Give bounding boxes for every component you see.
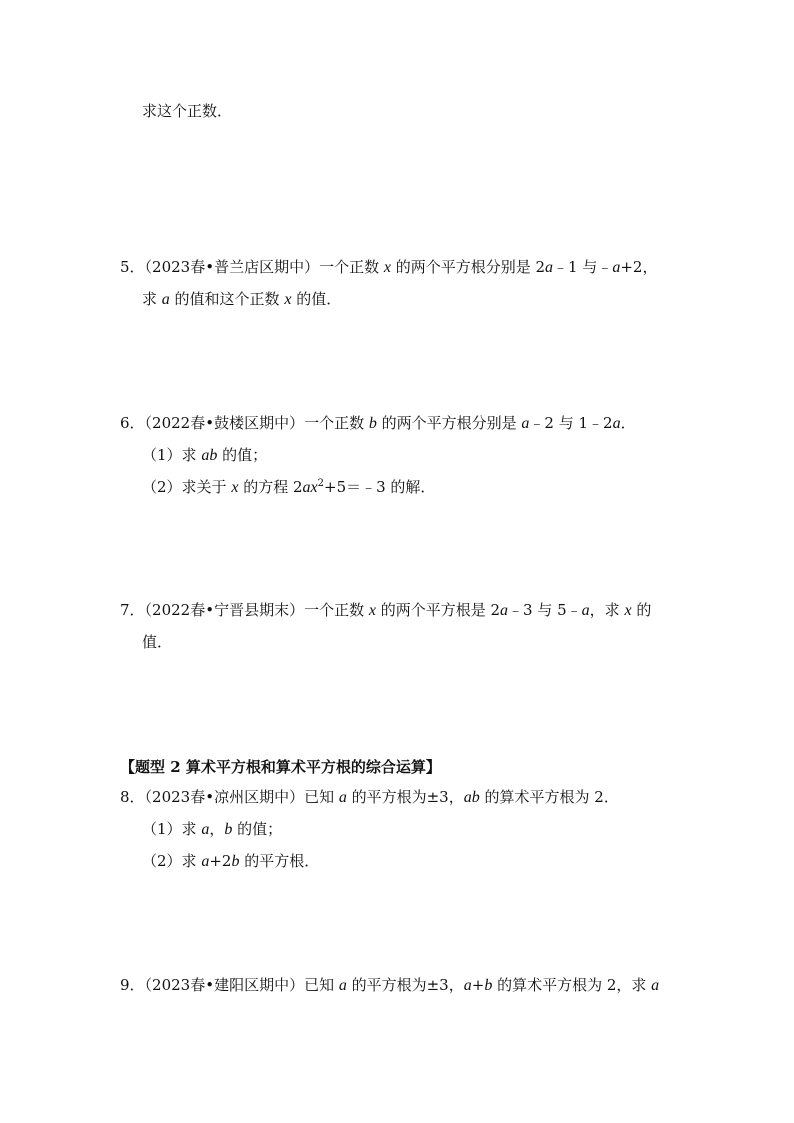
question-6-subquestion-2 <box>142 477 435 498</box>
q6-var: a <box>612 415 621 432</box>
q9-var: a <box>651 977 660 994</box>
question-7-line-1 <box>120 600 651 621</box>
question-5-line-1 <box>120 257 657 278</box>
q8-sub1-text: （1）求 <box>142 820 202 838</box>
q5-text: 5．（2023春•普兰店区期中）一个正数 <box>120 258 384 276</box>
q6-var: a <box>521 415 530 432</box>
q4-continuation-line <box>142 101 232 121</box>
section-heading-type-2 <box>120 757 441 777</box>
section-title: 【题型 2 算术平方根和算术平方根的综合运算】 <box>120 758 441 776</box>
question-8-subquestion-1 <box>142 819 282 840</box>
q5-var: a <box>612 259 621 276</box>
q8-sub1-var: b <box>224 821 233 838</box>
q6-sub2-exponent: 2 <box>317 478 324 489</box>
q9-var: a <box>338 977 347 994</box>
q8-sub2-text: （2）求 <box>142 852 202 870</box>
question-7-line-2 <box>142 632 172 652</box>
q6-text: ﹣2 与 1﹣2 <box>529 414 613 432</box>
q7-var: x <box>624 602 632 619</box>
q6-text: 6．（2022春•鼓楼区期中）一个正数 <box>120 414 369 432</box>
q6-sub1-var: ab <box>201 447 218 464</box>
q6-sub1-text: 的值； <box>217 446 268 464</box>
q5-text: 的两个平方根分别是 2 <box>390 258 546 276</box>
q5-text: 求 <box>142 290 162 308</box>
question-6-subquestion-1 <box>142 445 267 466</box>
q5-text: 的值和这个正数 <box>169 290 285 308</box>
q9-text: 的平方根为±3， <box>346 976 464 994</box>
q9-text: + <box>471 976 485 994</box>
q7-text: ﹣3 与 5﹣ <box>508 601 582 619</box>
q7-var: a <box>500 602 509 619</box>
q5-var: x <box>383 259 391 276</box>
q6-sub2-text: （2）求关于 <box>142 478 232 496</box>
q8-var: a <box>338 789 347 806</box>
q6-var: b <box>368 415 377 432</box>
q7-text: 值． <box>142 633 173 651</box>
q8-var: ab <box>463 789 480 806</box>
q6-sub2-text: 的方程 2 <box>238 478 303 496</box>
q8-sub2-text: 的平方根． <box>239 852 320 870</box>
q8-sub2-var: a <box>201 853 210 870</box>
q5-text: ﹣1 与﹣ <box>553 258 613 276</box>
q5-var: a <box>545 259 554 276</box>
q8-text: 的算术平方根为 2． <box>479 788 619 806</box>
q7-var: a <box>581 602 590 619</box>
q8-sub1-text: ， <box>209 820 225 838</box>
q8-sub2-text: +2 <box>209 852 232 870</box>
question-5-line-2 <box>142 289 341 310</box>
q9-var: a <box>463 977 472 994</box>
q9-var: b <box>484 977 493 994</box>
question-8-subquestion-2 <box>142 851 319 872</box>
q7-text: 的 <box>631 601 652 619</box>
q6-text: ． <box>620 414 636 432</box>
q9-text: 的算术平方根为 2，求 <box>492 976 652 994</box>
q7-var: x <box>368 602 376 619</box>
question-8-line-1 <box>120 787 619 808</box>
q5-text: +2， <box>620 258 658 276</box>
q8-text: 8．（2023春•凉州区期中）已知 <box>120 788 339 806</box>
q7-text: ，求 <box>589 601 625 619</box>
q6-text: 的两个平方根分别是 <box>376 414 522 432</box>
q5-var: x <box>284 291 292 308</box>
q6-sub2-var: ax <box>302 479 318 496</box>
question-9-line-1 <box>120 975 659 996</box>
q5-var: a <box>161 291 170 308</box>
q8-text: 的平方根为±3， <box>346 788 464 806</box>
q5-text: 的值． <box>291 290 342 308</box>
question-6-line-1 <box>120 413 636 434</box>
q9-text: 9．（2023春•建阳区期中）已知 <box>120 976 339 994</box>
q8-sub1-var: a <box>201 821 210 838</box>
q6-sub2-var: x <box>231 479 239 496</box>
q4-continuation-text: 求这个正数． <box>142 102 233 120</box>
q6-sub1-text: （1）求 <box>142 446 202 464</box>
q7-text: 的两个平方根是 2 <box>375 601 501 619</box>
q8-sub1-text: 的值； <box>232 820 283 838</box>
q7-text: 7．（2022春•宁晋县期末）一个正数 <box>120 601 369 619</box>
q8-sub2-var: b <box>231 853 240 870</box>
q6-sub2-text: +5＝﹣3 的解． <box>324 478 436 496</box>
